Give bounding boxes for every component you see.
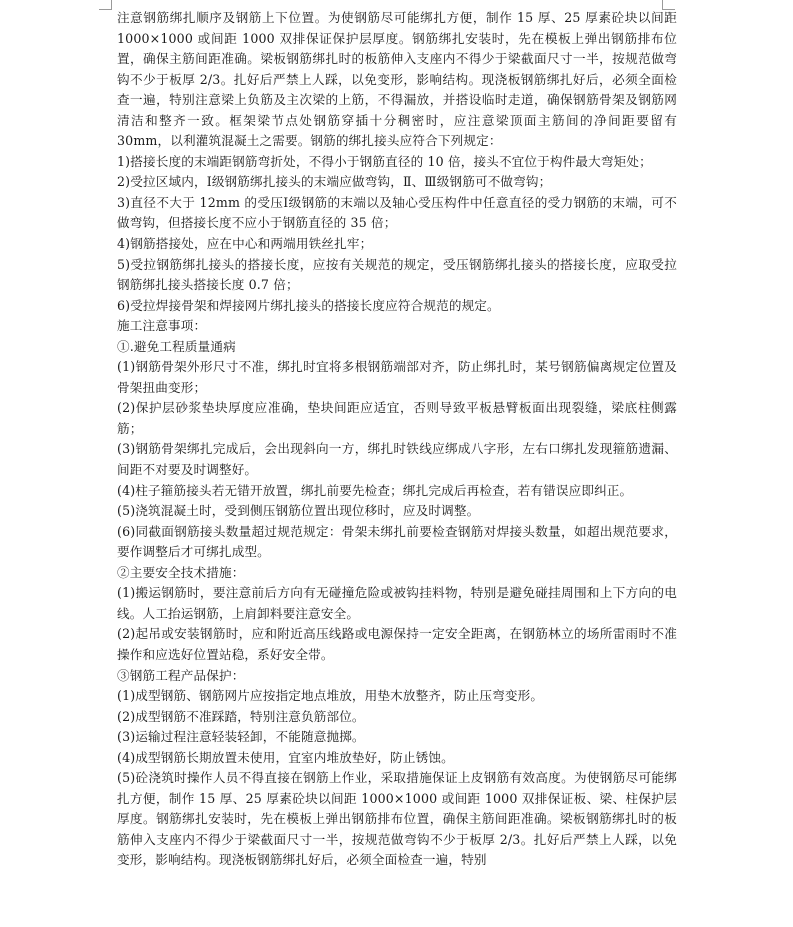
quality-item-4: (4)柱子箍筋接头若无错开放置，绑扎前要先检查；绑扎完成后再检查，若有错误应即纠正。 (117, 482, 633, 498)
rule-item-1: 1)搭接长度的末端距钢筋弯折处，不得小于钢筋直径的 10 倍，接头不宜位于构件最大弯矩处； (117, 153, 652, 169)
rule-item-2: 2)受拉区域内，Ⅰ级钢筋绑扎接头的末端应做弯钩，Ⅱ、Ⅲ级钢筋可不做弯钩； (117, 174, 552, 190)
document-body (117, 8, 677, 871)
rule-item-6: 6)受拉焊接骨架和焊接网片绑扎接头的搭接长度应符合规范的规定。 (117, 297, 500, 313)
safety-item-2: (2)起吊或安装钢筋时，应和附近高压线路或电源保持一定安全距离，在钢筋林立的场所雷雨时不准操作和应选好位置站稳，系好安全带。 (117, 626, 677, 662)
paragraph-rebar-binding-intro: 注意钢筋绑扎顺序及钢筋上下位置。为使钢筋尽可能绑扎方便，制作 15 厚、25 厚素砼块以间距 1000×1000 或间距 1000 双排保证保护层厚度。钢筋绑扎安装时，先在模板上弹出钢筋排布位置，确保主筋间距准确。梁板钢筋绑扎时的板筋伸入支座内不得少于梁截面尺寸一半，按规范做弯钩不少于板厚 2/3。扎好后严禁上人踩，以免变形，影响结构。现浇板钢筋绑扎好后，必须全面检查一遍，特别注意梁上负筋及主次梁的上筋，不得漏放，并搭设临时走道，确保钢筋骨架及钢筋网清洁和整齐一致。框架梁节点处钢筋穿插十分稠密时，应注意梁顶面主筋间的净间距要留有 30mm，以利灌筑混凝土之需要。钢筋的绑扎接头应符合下列规定： (117, 10, 677, 149)
rule-item-5: 5)受拉钢筋绑扎接头的搭接长度，应按有关规范的规定，受压钢筋绑扎接头的搭接长度，应取受拉钢筋绑扎接头搭接长度 0.7 倍； (117, 256, 677, 293)
quality-item-2: (2)保护层砂浆垫块厚度应准确，垫块间距应适宜，否则导致平板悬臂板面出现裂缝，梁底柱侧露筋； (117, 400, 677, 436)
protection-item-3: (3)运输过程注意轻装轻卸，不能随意抛掷。 (117, 729, 365, 745)
safety-item-1: (1)搬运钢筋时，要注意前后方向有无碰撞危险或被钩挂料物，特别是避免碰挂周围和上下方向的电线。人工抬运钢筋，上肩卸料要注意安全。 (117, 585, 677, 621)
page-corner-mark-left (99, 0, 112, 10)
subsection-heading-quality: ①.避免工程质量通病 (117, 338, 236, 354)
rule-item-4: 4)钢筋搭接处，应在中心和两端用铁丝扎牢； (117, 236, 373, 252)
protection-item-4: (4)成型钢筋长期放置未使用，宜室内堆放垫好，防止锈蚀。 (117, 749, 454, 765)
protection-item-1: (1)成型钢筋、钢筋网片应按指定地点堆放，用垫木放整齐，防止压弯变形。 (117, 688, 544, 704)
quality-item-6: (6)同截面钢筋接头数量超过规范规定：骨架未绑扎前要检查钢筋对焊接头数量，如超出规范要求，要作调整后才可绑扎成型。 (117, 523, 677, 560)
subsection-heading-protection: ③钢筋工程产品保护： (117, 667, 245, 683)
subsection-heading-safety: ②主要安全技术措施： (117, 564, 245, 580)
quality-item-3: (3)钢筋骨架绑扎完成后，会出现斜向一方，绑扎时铁线应绑成八字形，左右口绑扎发现箍筋遗漏、间距不对要及时调整好。 (117, 441, 677, 478)
protection-item-5: (5)砼浇筑时操作人员不得直接在钢筋上作业，采取措施保证上皮钢筋有效高度。为使钢筋尽可能绑扎方便，制作 15 厚、25 厚素砼块以间距 1000×1000 或间距 1000 双排保证板、梁、柱保护层厚度。钢筋绑扎安装时，先在模板上弹出钢筋排布位置，确保主筋间距准确。梁板钢筋绑扎时的板筋伸入支座内不得少于梁截面尺寸一半，按规范做弯钩不少于板厚 2/3。扎好后严禁上人踩，以免变形，影响结构。现浇板钢筋绑扎好后，必须全面检查一遍，特别 (117, 770, 677, 868)
rule-item-3: 3)直径不大于 12mm 的受压Ⅰ级钢筋的末端以及轴心受压构件中任意直径的受力钢筋的末端，可不做弯钩，但搭接长度不应小于钢筋直径的 35 倍； (117, 194, 677, 231)
section-heading-precautions: 施工注意事项： (117, 318, 207, 334)
quality-item-1: (1)钢筋骨架外形尺寸不准，绑扎时宜将多根钢筋端部对齐，防止绑扎时，某号钢筋偏离规定位置及骨架扭曲变形； (117, 359, 677, 395)
protection-item-2: (2)成型钢筋不准踩踏，特别注意负筋部位。 (117, 708, 365, 724)
quality-item-5: (5)浇筑混凝土时，受到侧压钢筋位置出现位移时，应及时调整。 (117, 503, 480, 519)
